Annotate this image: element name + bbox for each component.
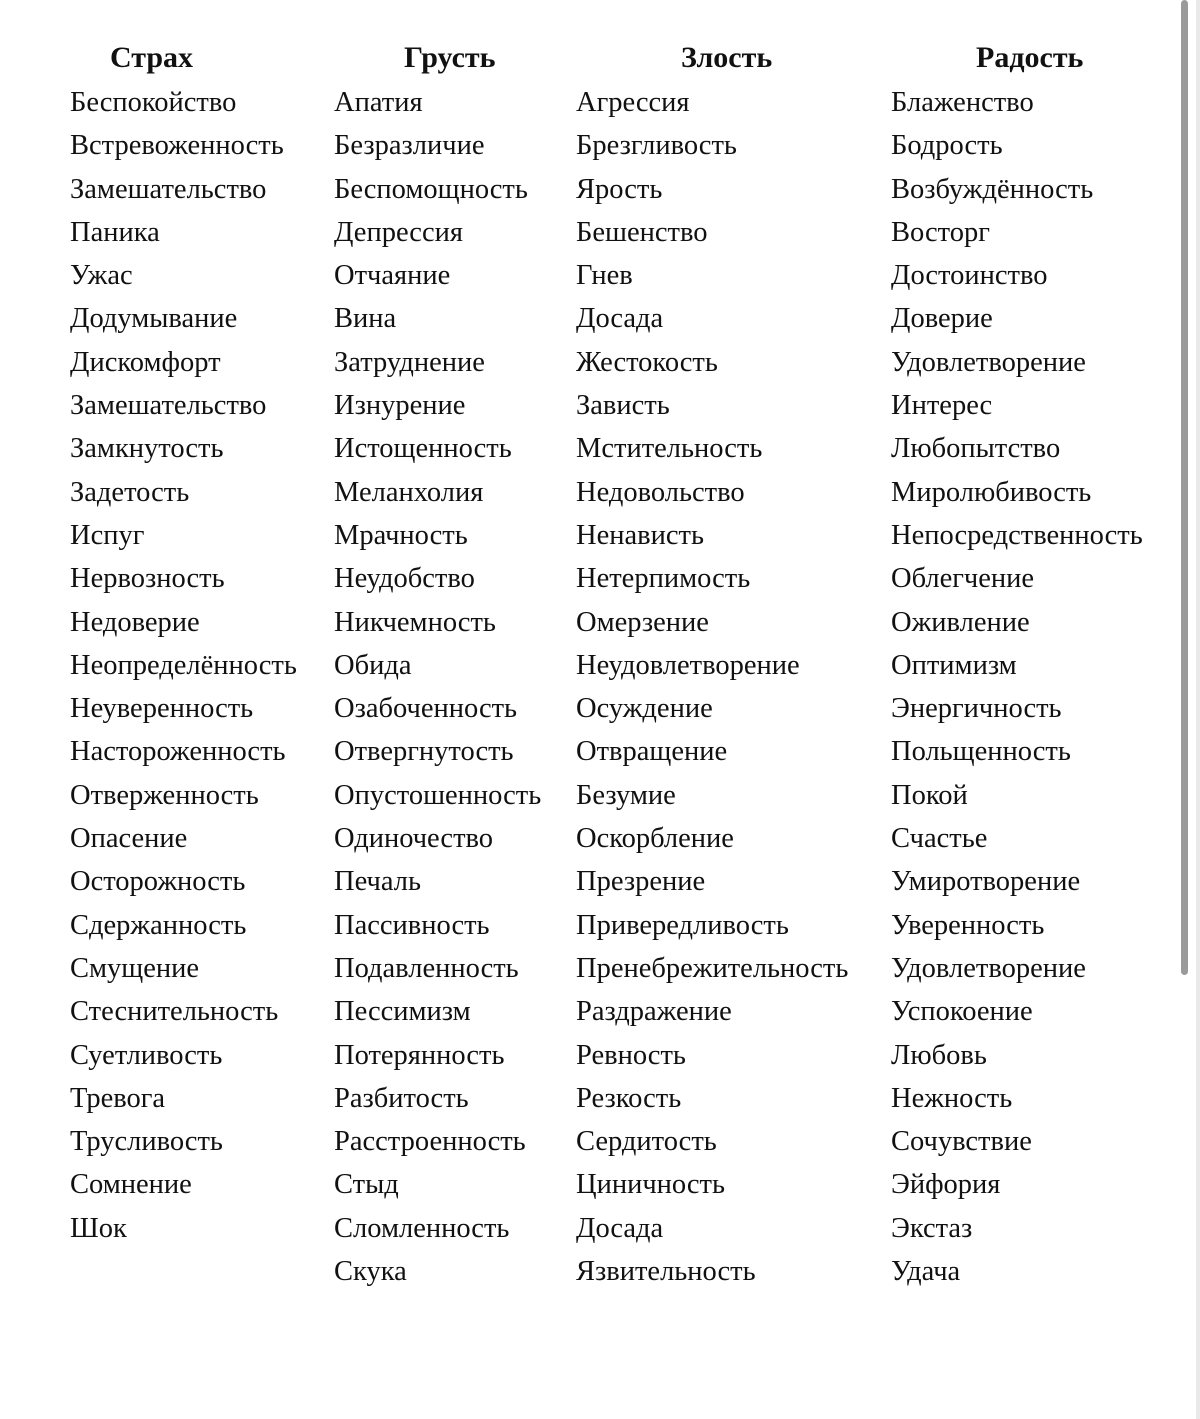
emotion-word: Омерзение (576, 606, 709, 638)
word-list-joy (891, 81, 1191, 1293)
emotion-word: Суетливость (70, 1039, 223, 1071)
emotion-word: Зависть (576, 390, 670, 422)
emotion-word: Раздражение (576, 996, 732, 1028)
emotion-word: Настороженность (70, 736, 286, 768)
emotion-word: Энергичность (891, 693, 1062, 725)
column-sadness (334, 38, 574, 1293)
emotion-word: Задетость (70, 476, 190, 508)
emotion-word: Дискомфорт (70, 346, 221, 378)
emotion-word: Блаженство (891, 87, 1034, 118)
emotion-word: Облегчение (891, 563, 1035, 595)
emotion-word: Неудовлетворение (576, 649, 800, 681)
emotion-word: Восторг (891, 216, 990, 248)
column-title-sadness: Грусть (404, 41, 496, 74)
emotion-word: Расстроенность (334, 1126, 526, 1158)
emotion-word: Жестокость (576, 346, 718, 378)
emotion-word: Циничность (576, 1169, 725, 1201)
column-anger (576, 38, 888, 1293)
emotion-word: Ярость (576, 173, 663, 205)
emotion-word: Подавленность (334, 952, 519, 984)
emotion-word: Неудобство (334, 563, 475, 595)
emotion-word: Неуверенность (70, 693, 254, 725)
emotion-word: Оскорбление (576, 823, 734, 855)
emotion-word: Гнев (576, 260, 633, 292)
word-list-fear (70, 81, 330, 1250)
emotion-word: Отверженность (70, 779, 259, 811)
emotion-word: Оживление (891, 606, 1030, 638)
emotion-word: Непосредственность (891, 519, 1143, 551)
emotion-word: Вина (334, 303, 397, 335)
word-list-sadness (334, 81, 574, 1293)
emotion-word: Беспомощность (334, 173, 528, 205)
emotion-word: Изнурение (334, 390, 466, 422)
emotion-word: Испуг (70, 519, 145, 551)
emotion-word: Ненависть (576, 519, 704, 551)
emotion-word: Обида (334, 649, 412, 681)
emotion-word: Смущение (70, 952, 200, 984)
emotion-word: Безумие (576, 779, 676, 811)
emotion-word: Стеснительность (70, 996, 279, 1028)
emotion-word: Отчаяние (334, 260, 451, 292)
emotion-word: Мрачность (334, 519, 468, 551)
emotion-word: Экстаз (891, 1212, 973, 1244)
emotion-word: Отвращение (576, 736, 728, 768)
emotion-word: Успокоение (891, 996, 1033, 1028)
column-fear (70, 38, 330, 1250)
column-title-joy: Радость (976, 41, 1084, 74)
emotion-word: Скука (334, 1256, 407, 1288)
emotion-word: Язвительность (576, 1256, 756, 1288)
emotion-word: Досада (576, 303, 664, 335)
emotion-word: Ревность (576, 1039, 686, 1071)
column-joy (891, 38, 1191, 1293)
emotion-word: Беспокойство (70, 87, 237, 118)
emotion-word: Резкость (576, 1082, 682, 1114)
emotion-word: Пренебрежительность (576, 952, 849, 984)
emotion-word: Осторожность (70, 866, 246, 898)
emotion-word: Сдержанность (70, 909, 247, 941)
emotion-word: Тревога (70, 1082, 166, 1114)
emotion-word: Депрессия (334, 216, 463, 248)
emotion-word: Апатия (334, 87, 423, 118)
emotion-word: Любовь (891, 1039, 987, 1071)
emotion-word: Шок (70, 1212, 127, 1244)
emotion-word: Разбитость (334, 1082, 469, 1114)
emotion-word: Удовлетворение (891, 952, 1086, 984)
emotion-word: Оптимизм (891, 649, 1017, 681)
emotion-word: Печаль (334, 866, 421, 898)
emotion-word: Истощенность (334, 433, 512, 465)
emotion-word: Удача (891, 1256, 961, 1288)
emotion-word: Опасение (70, 823, 188, 855)
emotion-word: Трусливость (70, 1126, 223, 1158)
emotion-word: Пессимизм (334, 996, 471, 1028)
emotion-word: Одиночество (334, 823, 494, 855)
emotion-word: Меланхолия (334, 476, 484, 508)
emotion-word: Отвергнутость (334, 736, 514, 768)
emotion-word: Мстительность (576, 433, 763, 465)
emotion-word: Замешательство (70, 173, 267, 205)
column-title-fear: Страх (110, 41, 194, 74)
emotion-word: Достоинство (891, 260, 1048, 292)
emotion-word: Сердитость (576, 1126, 717, 1158)
emotion-word: Нежность (891, 1082, 1013, 1114)
emotion-word: Додумывание (70, 303, 238, 335)
emotion-word: Сломленность (334, 1212, 510, 1244)
emotion-word: Интерес (891, 390, 993, 422)
page-edge (1196, 0, 1200, 1419)
emotion-word: Ужас (70, 260, 133, 292)
emotion-word: Затруднение (334, 346, 485, 378)
emotion-word: Бешенство (576, 216, 708, 248)
emotion-word: Нервозность (70, 563, 225, 595)
emotion-word: Досада (576, 1212, 664, 1244)
emotion-word: Неопределённость (70, 649, 297, 681)
word-list-anger (576, 81, 888, 1293)
emotion-word: Удовлетворение (891, 346, 1086, 378)
emotion-word: Паника (70, 216, 160, 248)
emotion-word: Брезгливость (576, 130, 737, 162)
emotion-word: Нетерпимость (576, 563, 751, 595)
emotion-word: Привередливость (576, 909, 789, 941)
emotion-word: Безразличие (334, 130, 485, 162)
emotion-word: Осуждение (576, 693, 713, 725)
emotion-word: Возбуждённость (891, 173, 1094, 205)
emotion-word: Сомнение (70, 1169, 192, 1201)
emotion-word: Презрение (576, 866, 706, 898)
emotion-word: Озабоченность (334, 693, 518, 725)
emotion-word: Замешательство (70, 390, 267, 422)
emotion-word: Агрессия (576, 87, 690, 118)
emotion-word: Недовольство (576, 476, 745, 508)
emotion-word: Замкнутость (70, 433, 224, 465)
emotion-word: Бодрость (891, 130, 1003, 162)
emotion-word: Миролюбивость (891, 476, 1092, 508)
emotion-word: Встревоженность (70, 130, 284, 162)
emotion-word: Любопытство (891, 433, 1061, 465)
emotion-word: Стыд (334, 1169, 399, 1201)
emotion-word: Сочувствие (891, 1126, 1032, 1158)
emotion-word: Доверие (891, 303, 993, 335)
emotion-word: Счастье (891, 823, 988, 855)
emotion-word: Опустошенность (334, 779, 542, 811)
emotion-word: Уверенность (891, 909, 1045, 941)
emotion-word: Польщенность (891, 736, 1071, 768)
emotion-word: Недоверие (70, 606, 200, 638)
emotion-word: Никчемность (334, 606, 496, 638)
vertical-scrollbar[interactable] (1181, 0, 1188, 975)
emotion-word: Потерянность (334, 1039, 505, 1071)
emotion-word: Умиротворение (891, 866, 1081, 898)
emotion-word: Эйфория (891, 1169, 1001, 1201)
column-title-anger: Злость (681, 41, 773, 74)
emotion-word: Пассивность (334, 909, 490, 941)
emotion-word: Покой (891, 779, 968, 811)
